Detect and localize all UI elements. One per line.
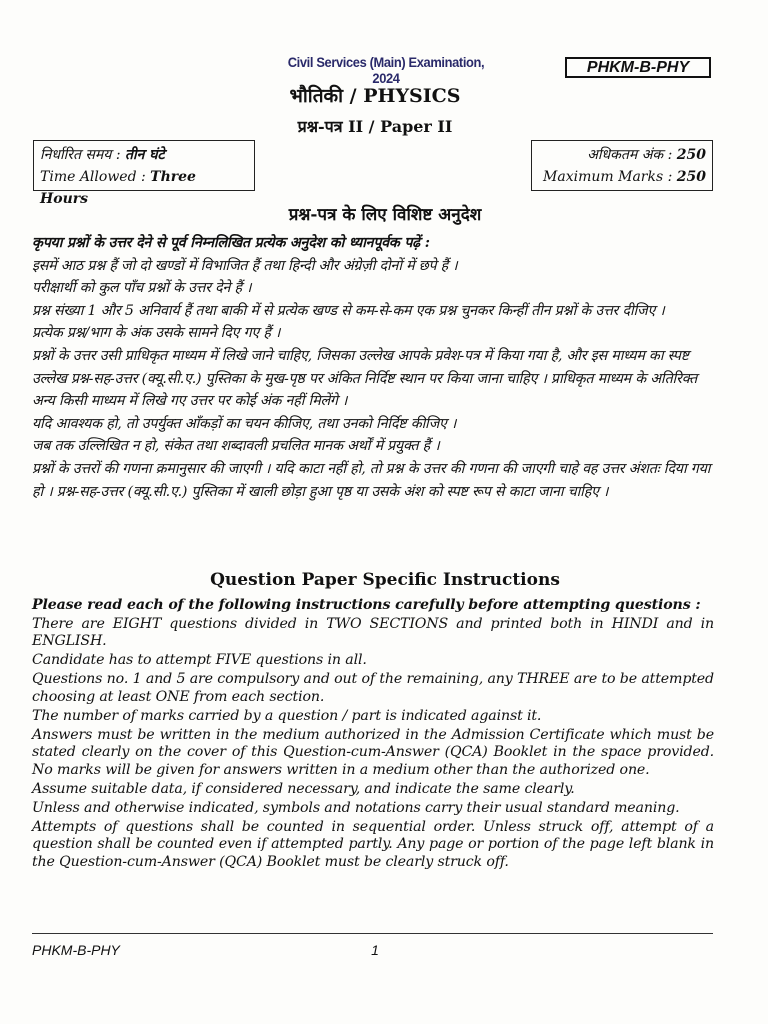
english-instruction: Candidate has to attempt FIVE questions in all. (32, 652, 367, 669)
time-label-english: Time Allowed : (40, 169, 146, 185)
hindi-instruction: परीक्षार्थी को कुल पाँच प्रश्नों के उत्तर देने हैं । (32, 280, 252, 297)
english-instruction: Assume suitable data, if considered necessary, and indicate the same clearly. (32, 780, 575, 797)
paper-code-box: PHKM-B-PHY (565, 57, 711, 78)
english-instruction: Questions no. 1 and 5 are compulsory and out of the remaining, any THREE are to be attempted choosing at least ONE from each section. (32, 671, 714, 705)
english-instruction: The number of marks carried by a question / part is indicated against it. (32, 707, 542, 724)
time-allowed-hindi (40, 144, 248, 166)
hindi-instruction: जब तक उल्लिखित न हो, संकेत तथा शब्दावली प्रचलित मानक अर्थों में प्रयुक्त हैं । (32, 438, 440, 455)
footer-divider (32, 933, 713, 934)
page-number: 1 (371, 942, 379, 958)
english-instructions-heading: Question Paper Specific Instructions (210, 570, 560, 590)
hindi-instruction: यदि आवश्यक हो, तो उपर्युक्त आँकड़ों का चयन कीजिए, तथा उनको निर्दिष्ट कीजिए । (32, 415, 457, 432)
hindi-instructions (32, 232, 716, 503)
english-instruction: Attempts of questions shall be counted in sequential order. Unless struck off, attempt of a question shall be counted even if attempted partly. Any page or portion of the page left blank in the Question-cum-Answer (QCA) Booklet must be clearly struck off. (32, 818, 714, 870)
english-instruction: Answers must be written in the medium authorized in the Admission Certificate which must be stated clearly on the cover of this Question-cum-Answer (QCA) Booklet in the space provided. No marks will be given for answers written in a medium other than the authorized one. (32, 726, 714, 778)
marks-label-hindi: अधिकतम अंक : (587, 147, 673, 163)
hindi-instruction: प्रत्येक प्रश्न/भाग के अंक उसके सामने दिए गए हैं । (32, 325, 281, 342)
subject-title: भौतिकी / PHYSICS (289, 85, 461, 107)
hindi-instruction: इसमें आठ प्रश्न हैं जो दो खण्डों में विभाजित हैं तथा हिन्दी और अंग्रेज़ी दोनों में छपे हैं । (32, 257, 458, 274)
english-instructions (32, 597, 714, 873)
hindi-instruction: प्रश्नों के उत्तरों की गणना क्रमानुसार की जाएगी । यदि काटा नहीं हो, तो प्रश्न के उत्तर की गणना की जाएगी चाहे वह उत्तर अंशतः दिया गया हो । प्रश्न-सह-उत्तर (क्यू.सी.ए.) पुस्तिका में खाली छोड़ा हुआ पृष्ठ या उसके अंश को स्पष्ट रूप से काटा जाना चाहिए । (32, 460, 711, 500)
hindi-instructions-heading: प्रश्न-पत्र के लिए विशिष्ट अनुदेश (288, 205, 482, 225)
time-allowed-box (33, 140, 255, 207)
marks-value-english: 250 (676, 169, 706, 185)
time-value-hindi: तीन घंटे (125, 147, 165, 163)
exam-title: Civil Services (Main) Examination, 2024 (287, 54, 485, 86)
hindi-lead-line: कृपया प्रश्नों के उत्तर देने से पूर्व निम्नलिखित प्रत्येक अनुदेश को ध्यानपूर्वक पढ़ें : (32, 235, 430, 251)
hindi-instruction: प्रश्नों के उत्तर उसी प्राधिकृत माध्यम में लिखे जाने चाहिए, जिसका उल्लेख आपके प्रवेश-पत्र में किया गया है, और इस माध्यम का स्पष्ट उल्लेख प्रश्न-सह-उत्तर (क्यू.सी.ए.) पुस्तिका के मुख-पृष्ठ पर अंकित निर्दिष्ट स्थान पर किया जाना चाहिए । प्राधिकृत माध्यम के अतिरिक्त अन्य किसी माध्यम में लिखे गए उत्तर पर कोई अंक नहीं मिलेंगे । (32, 347, 698, 410)
english-instruction: There are EIGHT questions divided in TWO SECTIONS and printed both in HINDI and in ENGLISH. (32, 615, 714, 650)
footer-paper-code: PHKM-B-PHY (32, 942, 120, 958)
maximum-marks-box (531, 140, 713, 191)
paper-number: प्रश्न-पत्र II / Paper II (297, 117, 453, 136)
english-instruction: Unless and otherwise indicated, symbols and notations carry their usual standard meaning. (32, 799, 680, 816)
english-lead-line: Please read each of the following instructions carefully before attempting questions : (32, 597, 701, 613)
marks-english (538, 166, 706, 188)
marks-hindi (538, 144, 706, 166)
time-value-english: Three Hours (40, 169, 196, 207)
hindi-instruction: प्रश्न संख्या 1 और 5 अनिवार्य हैं तथा बाकी में से प्रत्येक खण्ड से कम-से-कम एक प्रश्न चुनकर किन्हीं तीन प्रश्नों के उत्तर दीजिए । (32, 302, 665, 319)
marks-value-hindi: 250 (676, 147, 706, 163)
time-label-hindi: निर्धारित समय : (40, 147, 121, 163)
marks-label-english: Maximum Marks : (543, 169, 673, 185)
